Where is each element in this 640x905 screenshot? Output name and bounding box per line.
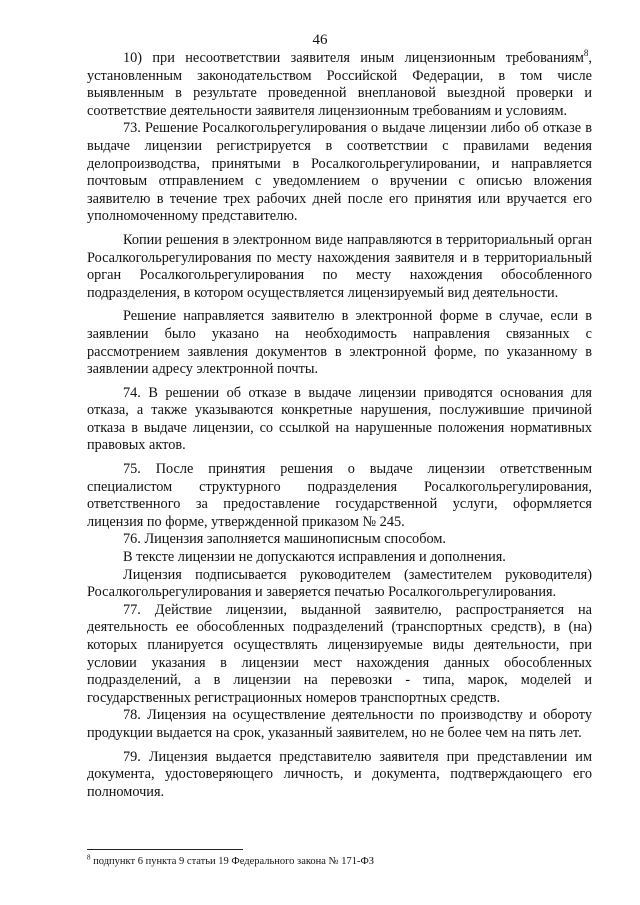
paragraph-77: 77. Действие лицензии, выданной заявителю, распространяется на деятельность ее обособленных подразделений (транспортных средств), в (на) которых планируется осуществлять лицензируемые виды деятельности, при условии указания в лицензии мест нахождения данных обособленных подразделений, а в лицензии на перевозки - типа, марок, моделей и государственных регистрационных номеров транспортных средств. [87, 601, 592, 706]
footnote-marker: 8 [87, 853, 91, 862]
paragraph-79: 79. Лицензия выдается представителю заявителя при представлении им документа, удостоверяющего личность, и документа, подтверждающего его полномочия. [87, 748, 592, 800]
paragraph-78: 78. Лицензия на осуществление деятельности по производству и обороту продукции выдается на срок, указанный заявителем, но не более чем на пять лет. [87, 707, 592, 741]
paragraph-74: 74. В решении об отказе в выдаче лицензии приводятся основания для отказа, а также указываются конкретные нарушения, послужившие причиной отказа в выдаче лицензии, со ссылкой на нарушенные положения нормативных правовых актов. [87, 384, 592, 454]
body-text [87, 50, 592, 801]
footnote-divider [87, 849, 243, 850]
paragraph-76-signature: Лицензия подписывается руководителем (заместителем руководителя) Росалкогольрегулирования и заверяется печатью Росалкогольрегулирования. [87, 566, 592, 601]
paragraph-73-electronic: Решение направляется заявителю в электронной форме в случае, если в заявлении было указано на необходимость направления связанных с рассмотрением заявления документов в электронной форме, по указанному в заявлении адресу электронной почты. [87, 308, 592, 378]
footnote-text: подпункт 6 пункта 9 статьи 19 Федерального закона № 171-ФЗ [90, 856, 375, 867]
paragraph-73-copies: Копии решения в электронном виде направляются в территориальный орган Росалкогольрегулирования по месту нахождения заявителя и в территориальный орган Росалкогольрегулирования по месту нахождения обособленного подразделения, в котором осуществляется лицензируемый вид деятельности. [87, 231, 592, 301]
paragraph-10-text: 10) при несоответствии заявителя иным лицензионным требованиям [123, 50, 584, 66]
paragraph-10 [87, 50, 592, 120]
footnote [87, 855, 592, 868]
paragraph-76: 76. Лицензия заполняется машинописным способом. [123, 531, 446, 548]
paragraph-75: 75. После принятия решения о выдаче лицензии ответственным специалистом структурного подразделения Росалкогольрегулирования, ответственного за предоставление государственной услуги, оформляется лицензия по форме, утвержденной приказом № 245. [87, 461, 592, 530]
page-number: 46 [312, 32, 328, 48]
footnote-reference[interactable]: 8 [583, 48, 589, 59]
paragraph-10-continuation: , установленным законодательством Российской Федерации, в том числе выявленным в результате проведенной внеплановой выездной проверки и соответствие деятельности заявителя лицензионным требованиям и условиям. [87, 50, 592, 119]
paragraph-73: 73. Решение Росалкогольрегулирования о выдаче лицензии либо об отказе в выдаче лицензии регистрируется в соответствии с правилами ведения делопроизводства, принятыми в Росалкогольрегулировании, и направляется почтовым отправлением с уведомлением о вручении с описью вложения заявителю в течение трех рабочих дней после его принятия или вручается его уполномоченному представителю. [87, 120, 592, 225]
paragraph-76-corrections: В тексте лицензии не допускаются исправления и дополнения. [123, 549, 506, 566]
